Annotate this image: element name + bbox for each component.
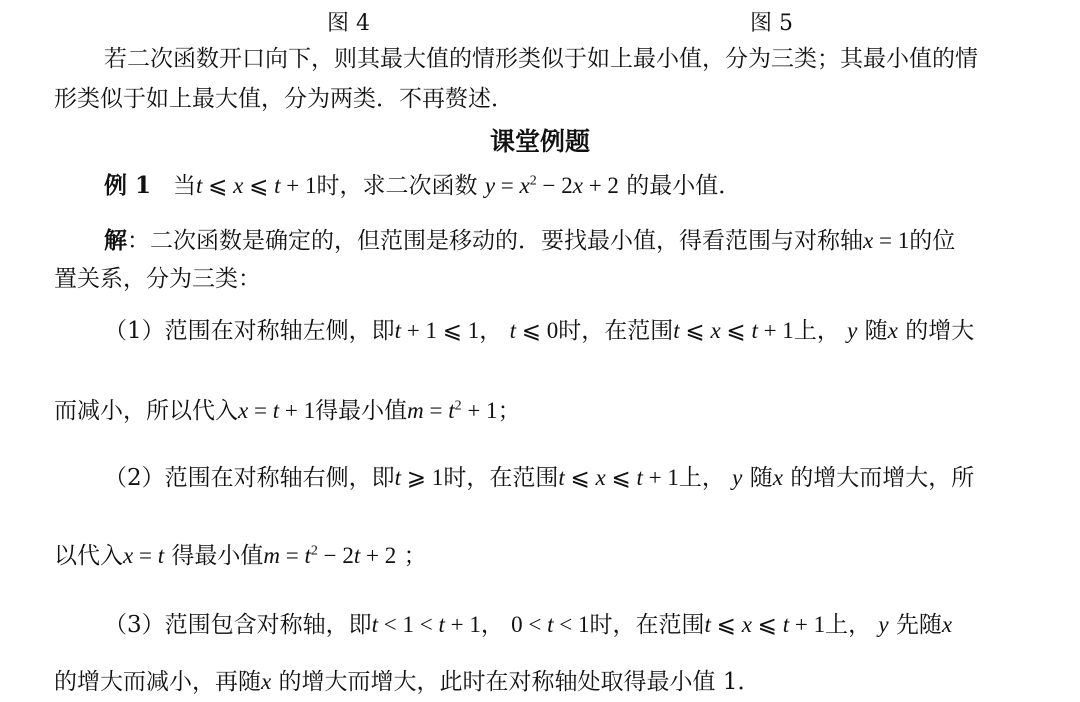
figure-5-caption: 图 5 — [750, 11, 793, 36]
math-var: y — [847, 318, 858, 343]
case-number: （2） — [104, 465, 165, 491]
case-text: 而减小，所以代入 — [54, 398, 238, 424]
intro-line-1: 若二次函数开口向下，则其最大值的情形类似于如上最小值，分为三类；其最小值的情 — [104, 46, 978, 72]
case-text: 时，在范围 — [589, 612, 705, 638]
case-text: ； — [497, 398, 521, 424]
case-3-line-2 — [54, 667, 760, 697]
case-text: 范围在对称轴右侧，即 — [164, 465, 395, 491]
math-expr: t < 1 < t + 1 — [371, 612, 481, 637]
case-text: 的增大而减小，再随 — [54, 669, 261, 695]
example-text: 的最小值． — [626, 173, 742, 199]
math-expr: x = t + 1 — [238, 398, 316, 423]
case-text: 以代入 — [54, 543, 123, 569]
case-text: 先随 — [895, 612, 942, 638]
solution-label: 解 — [104, 227, 127, 254]
case-number: （1） — [104, 318, 165, 344]
case-2-line-1 — [104, 463, 974, 493]
example-text: 当 — [172, 173, 196, 199]
solution-line-2: 置关系，分为三类： — [54, 266, 261, 292]
case-text: 的增大而增大，此时在对称轴处取得最小值 1． — [278, 669, 761, 695]
math-expr: t ⩽ 0 — [509, 318, 559, 343]
math-axis: x = 1 — [863, 228, 910, 253]
figure-4-caption: 图 4 — [327, 11, 370, 36]
case-text: 范围在对称轴左侧，即 — [164, 318, 395, 344]
solution-colon: ： — [127, 228, 150, 254]
example-text: 时，求二次函数 — [316, 173, 478, 199]
case-text: ； — [403, 543, 427, 569]
case-text: 随 — [864, 318, 888, 344]
case-2-line-2 — [54, 541, 427, 571]
case-1-line-1 — [104, 316, 974, 346]
math-expr: $m = t^2 + 1$ — [407, 398, 498, 423]
case-text: 随 — [749, 465, 773, 491]
example-1 — [104, 171, 741, 201]
case-text: 的增大而增大，所 — [790, 465, 975, 491]
math-var: x — [887, 318, 898, 343]
math-expr: t ⩽ x ⩽ t + 1 — [558, 465, 679, 490]
solution-text: 的位 — [909, 228, 956, 254]
math-expr: $m = t^2 - 2t + 2$ — [263, 543, 397, 568]
math-expr: x = t — [123, 543, 165, 568]
math-var: x — [772, 465, 783, 490]
example-label: 例 1 — [104, 172, 152, 199]
math-expr: 0 < t < 1 — [511, 612, 590, 637]
solution-line-1 — [104, 226, 955, 256]
math-var: x — [261, 669, 272, 694]
math-expr: t ⩽ x ⩽ t + 1 — [673, 318, 794, 343]
section-title: 课堂例题 — [489, 127, 590, 156]
math-expr: t ⩽ x ⩽ t + 1 — [704, 612, 826, 637]
math-expr: t ⩾ 1 — [394, 465, 444, 490]
solution-text: 二次函数是确定的，但范围是移动的．要找最小值，得看范围与对称轴 — [150, 228, 863, 254]
case-text: 的增大 — [905, 318, 975, 344]
case-text: 上， — [678, 465, 725, 491]
math-var: y — [732, 465, 743, 490]
case-text: 时，在范围 — [443, 465, 559, 491]
case-3-line-1 — [104, 610, 952, 640]
intro-line-2: 形类似于如上最大值，分为两类．不再赘述． — [54, 86, 514, 112]
case-text: ， — [480, 612, 504, 638]
math-var: x — [941, 612, 953, 637]
case-text: 时，在范围 — [558, 318, 674, 344]
case-text: 得最小值 — [315, 398, 408, 424]
case-text: ， — [479, 318, 503, 344]
case-text: 范围包含对称轴，即 — [164, 612, 372, 638]
case-text: 上， — [793, 318, 840, 344]
case-1-line-2 — [54, 396, 521, 426]
case-text: 上， — [825, 612, 872, 638]
math-range: t ⩽ x ⩽ t + 1 — [195, 173, 317, 198]
case-number: （3） — [104, 612, 165, 638]
math-expr: t + 1 ⩽ 1 — [394, 318, 480, 343]
math-function: $y = x^2 - 2x + 2$ — [484, 173, 619, 198]
math-var: y — [878, 612, 889, 637]
case-text: 得最小值 — [171, 543, 264, 569]
